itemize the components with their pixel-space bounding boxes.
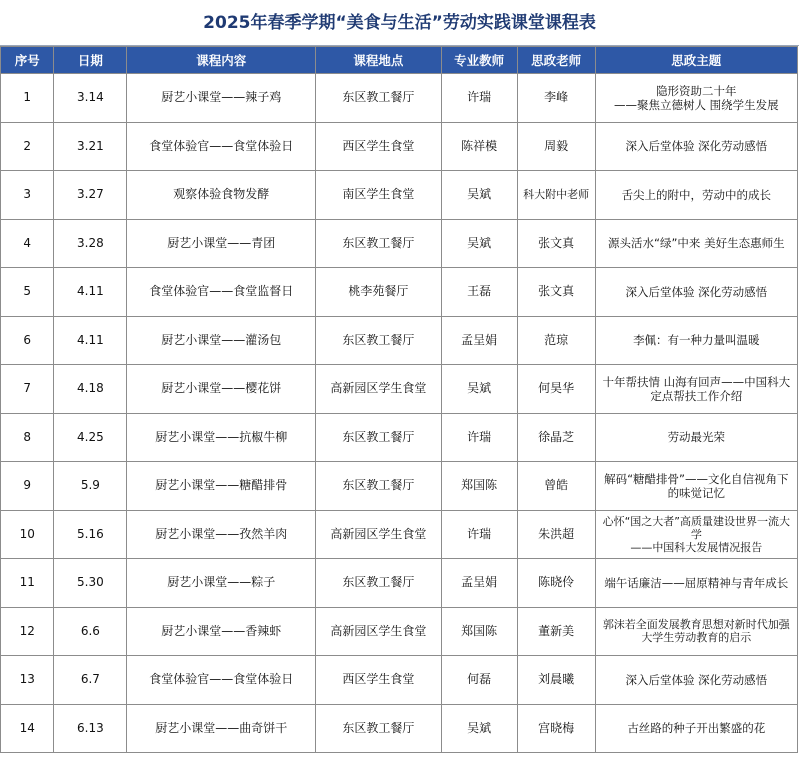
header-sz-teacher: 思政老师: [517, 47, 595, 74]
cell-place: 东区教工餐厅: [316, 74, 441, 123]
cell-sz-teacher: 张文真: [517, 268, 595, 317]
cell-place: 东区教工餐厅: [316, 219, 441, 268]
theme-line: 十年帮扶情 山海有回声——中国科大定点帮扶工作介绍: [602, 374, 791, 403]
cell-theme: [595, 656, 797, 705]
cell-sz-teacher: 李峰: [517, 74, 595, 123]
cell-place: 高新园区学生食堂: [316, 365, 441, 414]
cell-content: 食堂体验官——食堂体验日: [127, 122, 316, 171]
cell-teacher: 王磊: [441, 268, 517, 317]
table-row: [1, 219, 798, 268]
table-row: [1, 122, 798, 171]
cell-seq: 13: [1, 656, 54, 705]
cell-seq: 11: [1, 559, 54, 608]
cell-date: 5.9: [54, 462, 127, 511]
cell-teacher: 孟呈娟: [441, 559, 517, 608]
theme-line: 深入后堂体验 深化劳动感悟: [625, 672, 768, 687]
header-place: 课程地点: [316, 47, 441, 74]
table-row: [1, 413, 798, 462]
cell-place: 东区教工餐厅: [316, 704, 441, 753]
cell-sz-teacher: 何昊华: [517, 365, 595, 414]
theme-line: 深入后堂体验 深化劳动感悟: [625, 284, 768, 299]
cell-seq: 8: [1, 413, 54, 462]
cell-date: 3.28: [54, 219, 127, 268]
page-title: 2025年春季学期“美食与生活”劳动实践课堂课程表: [0, 0, 799, 46]
theme-line: 劳动最光荣: [667, 430, 726, 445]
cell-content: 厨艺小课堂——孜然羊肉: [127, 510, 316, 559]
cell-content: 食堂体验官——食堂体验日: [127, 656, 316, 705]
cell-date: 3.27: [54, 171, 127, 220]
cell-seq: 6: [1, 316, 54, 365]
cell-teacher: 何磊: [441, 656, 517, 705]
cell-date: 5.30: [54, 559, 127, 608]
cell-date: 6.6: [54, 607, 127, 656]
cell-content: 厨艺小课堂——糖醋排骨: [127, 462, 316, 511]
cell-seq: 9: [1, 462, 54, 511]
theme-line: 古丝路的种子开出繁盛的花: [627, 721, 766, 736]
cell-teacher: 吴斌: [441, 365, 517, 414]
theme-line: 端午话廉洁——屈原精神与青年成长: [604, 575, 789, 590]
theme-line: ——中国科大发展情况报告: [630, 540, 763, 554]
cell-theme: [595, 171, 797, 220]
cell-sz-teacher: 徐晶芝: [517, 413, 595, 462]
table-row: [1, 656, 798, 705]
cell-content: 厨艺小课堂——曲奇饼干: [127, 704, 316, 753]
cell-seq: 3: [1, 171, 54, 220]
cell-date: 4.11: [54, 268, 127, 317]
cell-content: 厨艺小课堂——青团: [127, 219, 316, 268]
cell-teacher: 许瑞: [441, 413, 517, 462]
cell-teacher: 吴斌: [441, 219, 517, 268]
cell-date: 4.25: [54, 413, 127, 462]
cell-teacher: 许瑞: [441, 74, 517, 123]
cell-seq: 14: [1, 704, 54, 753]
table-body: [1, 74, 798, 753]
cell-sz-teacher: 科大附中老师: [517, 171, 595, 220]
cell-place: 东区教工餐厅: [316, 413, 441, 462]
table-row: [1, 510, 798, 559]
cell-theme: [595, 74, 797, 123]
cell-seq: 1: [1, 74, 54, 123]
cell-teacher: 许瑞: [441, 510, 517, 559]
theme-line: 源头活水“绿”中来 美好生态惠师生: [608, 236, 785, 251]
cell-date: 4.18: [54, 365, 127, 414]
cell-sz-teacher: 范琼: [517, 316, 595, 365]
theme-line: 郭沫若全面发展教育思想对新时代加强大学生劳动教育的启示: [602, 618, 790, 645]
cell-theme: [595, 122, 797, 171]
theme-line: ——聚焦立德树人 围绕学生发展: [613, 97, 779, 112]
table-row: [1, 462, 798, 511]
cell-sz-teacher: 董新美: [517, 607, 595, 656]
cell-seq: 12: [1, 607, 54, 656]
cell-sz-teacher: 朱洪超: [517, 510, 595, 559]
cell-content: 厨艺小课堂——樱花饼: [127, 365, 316, 414]
cell-sz-teacher: 周毅: [517, 122, 595, 171]
table-row: [1, 365, 798, 414]
header-teacher: 专业教师: [441, 47, 517, 74]
cell-place: 东区教工餐厅: [316, 316, 441, 365]
cell-teacher: 郑国陈: [441, 462, 517, 511]
cell-teacher: 陈祥模: [441, 122, 517, 171]
table-row: [1, 559, 798, 608]
table-row: [1, 607, 798, 656]
cell-theme: [595, 607, 797, 656]
cell-seq: 5: [1, 268, 54, 317]
table-row: [1, 268, 798, 317]
table-row: [1, 171, 798, 220]
cell-theme: [595, 219, 797, 268]
cell-sz-teacher: 宫晓梅: [517, 704, 595, 753]
cell-content: 厨艺小课堂——灌汤包: [127, 316, 316, 365]
theme-line: 舌尖上的附中，劳动中的成长: [621, 187, 772, 202]
cell-content: 厨艺小课堂——抗椒牛柳: [127, 413, 316, 462]
cell-sz-teacher: 陈晓伶: [517, 559, 595, 608]
theme-line: 心怀“国之大者”高质量建设世界一流大学: [602, 514, 791, 541]
cell-seq: 7: [1, 365, 54, 414]
cell-content: 厨艺小课堂——粽子: [127, 559, 316, 608]
cell-seq: 4: [1, 219, 54, 268]
cell-place: 高新园区学生食堂: [316, 510, 441, 559]
theme-line: 解码“糖醋排骨”——文化自信视角下的味觉记忆: [604, 471, 789, 500]
cell-place: 东区教工餐厅: [316, 462, 441, 511]
cell-seq: 10: [1, 510, 54, 559]
cell-place: 高新园区学生食堂: [316, 607, 441, 656]
cell-date: 3.21: [54, 122, 127, 171]
table-row: [1, 704, 798, 753]
cell-teacher: 吴斌: [441, 704, 517, 753]
cell-date: 6.7: [54, 656, 127, 705]
cell-content: 观察体验食物发酵: [127, 171, 316, 220]
cell-date: 4.11: [54, 316, 127, 365]
header-seq: 序号: [1, 47, 54, 74]
cell-teacher: 郑国陈: [441, 607, 517, 656]
cell-seq: 2: [1, 122, 54, 171]
cell-theme: [595, 413, 797, 462]
cell-place: 南区学生食堂: [316, 171, 441, 220]
cell-place: 西区学生食堂: [316, 122, 441, 171]
cell-sz-teacher: 刘晨曦: [517, 656, 595, 705]
cell-date: 5.16: [54, 510, 127, 559]
header-theme: 思政主题: [595, 47, 797, 74]
table-row: [1, 316, 798, 365]
cell-theme: [595, 559, 797, 608]
cell-date: 3.14: [54, 74, 127, 123]
cell-sz-teacher: 张文真: [517, 219, 595, 268]
cell-place: 东区教工餐厅: [316, 559, 441, 608]
cell-teacher: 吴斌: [441, 171, 517, 220]
cell-theme: [595, 316, 797, 365]
cell-sz-teacher: 曾皓: [517, 462, 595, 511]
cell-teacher: 孟呈娟: [441, 316, 517, 365]
header-date: 日期: [54, 47, 127, 74]
cell-theme: [595, 268, 797, 317]
cell-content: 食堂体验官——食堂监督日: [127, 268, 316, 317]
schedule-table: [0, 46, 798, 753]
cell-theme: [595, 462, 797, 511]
cell-content: 厨艺小课堂——香辣虾: [127, 607, 316, 656]
cell-content: 厨艺小课堂——辣子鸡: [127, 74, 316, 123]
header-content: 课程内容: [127, 47, 316, 74]
header-row: [1, 47, 798, 74]
cell-place: 桃李苑餐厅: [316, 268, 441, 317]
cell-date: 6.13: [54, 704, 127, 753]
cell-theme: [595, 365, 797, 414]
cell-place: 西区学生食堂: [316, 656, 441, 705]
theme-line: 深入后堂体验 深化劳动感悟: [625, 139, 768, 154]
table-row: [1, 74, 798, 123]
cell-theme: [595, 510, 797, 559]
theme-line: 隐形资助二十年: [656, 83, 737, 98]
theme-line: 李佩：有一种力量叫温暖: [633, 333, 760, 348]
cell-theme: [595, 704, 797, 753]
